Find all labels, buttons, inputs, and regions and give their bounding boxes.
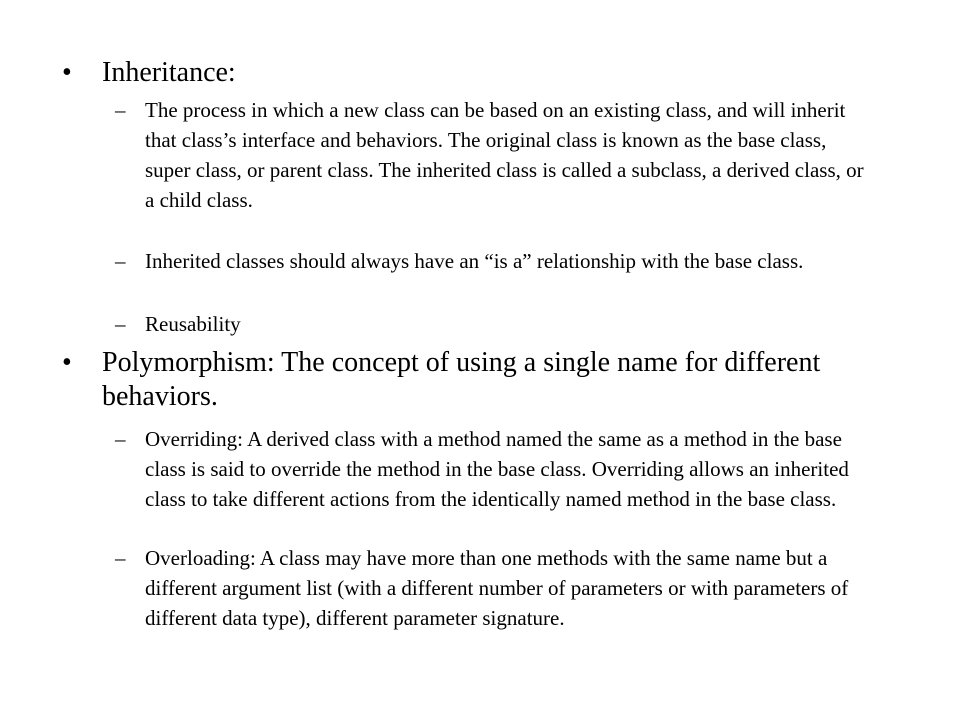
subitem-text: Overriding: A derived class with a method named the same as a method in the base class is said to override the method in the base class. Overriding allows an inherited class to take different actions from the identically named method in the base class.	[145, 427, 849, 511]
subitem-is-a-relationship	[115, 246, 875, 276]
bullet-inheritance	[62, 56, 882, 90]
subitem-text: Overloading: A class may have more than one methods with the same name but a different argument list (with a different number of parameters or with parameters of different data type), different parameter signature.	[145, 546, 849, 630]
subitem-text: The process in which a new class can be based on an existing class, and will inherit that class’s interface and behaviors. The original class is known as the base class, super class, or parent class. The inherited class is called a subclass, a derived class, or a child class.	[145, 98, 864, 212]
dash-glyph: –	[115, 249, 126, 273]
bullet-glyph: •	[62, 347, 72, 378]
dash-glyph: –	[115, 312, 126, 336]
subitem-overriding	[115, 424, 875, 514]
subitem-inheritance-definition	[115, 95, 875, 215]
bullet-polymorphism	[62, 346, 882, 414]
bullet-polymorphism-text: Polymorphism: The concept of using a single name for different behaviors.	[102, 347, 821, 412]
subitem-text: Inherited classes should always have an “is a” relationship with the base class.	[145, 249, 804, 273]
dash-glyph: –	[115, 546, 126, 570]
dash-glyph: –	[115, 98, 126, 122]
subitem-text: Reusability	[145, 312, 241, 336]
subitem-overloading	[115, 543, 875, 633]
dash-glyph: –	[115, 427, 126, 451]
subitem-reusability	[115, 309, 875, 339]
bullet-glyph: •	[62, 57, 72, 88]
bullet-inheritance-text: Inheritance:	[102, 57, 236, 88]
